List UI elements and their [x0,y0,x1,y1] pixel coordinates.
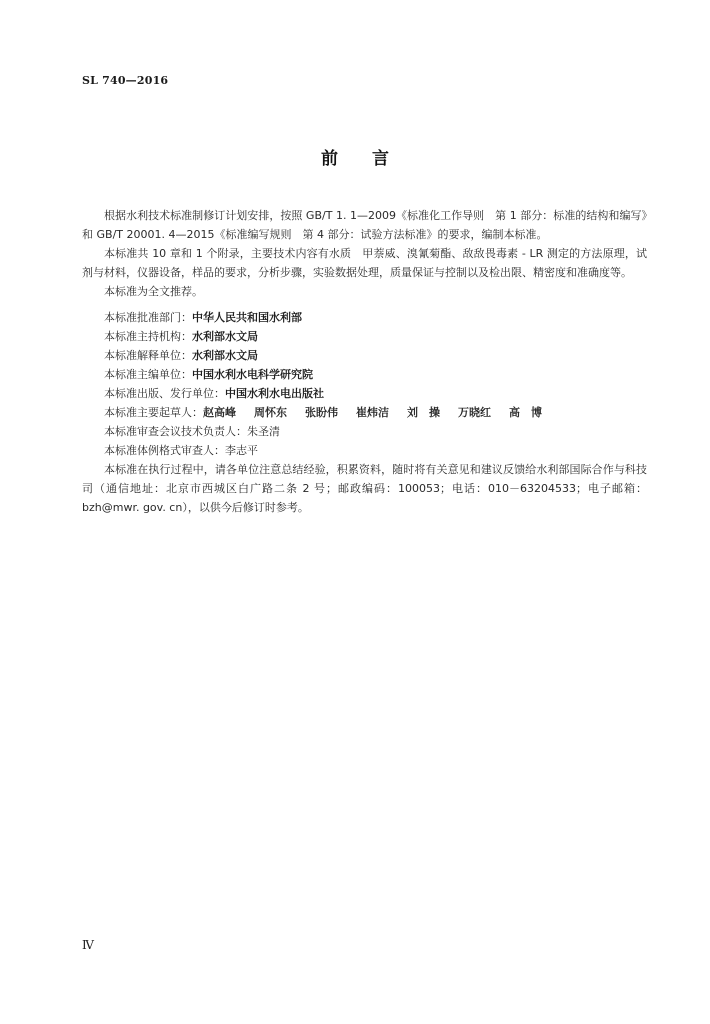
info-editor [82,365,647,384]
info-label: 本标准体例格式审查人： [104,444,225,457]
drafter-name: 周怀东 [254,406,287,419]
info-review [82,422,647,441]
info-approve [82,308,647,327]
info-label: 本标准批准部门： [104,311,192,324]
drafter-name: 万晓红 [458,406,491,419]
info-value: 中国水利水电科学研究院 [192,368,313,381]
standard-code: SL 740—2016 [82,74,169,87]
info-publisher [82,384,647,403]
info-value: 水利部水文局 [192,330,258,343]
paragraph-recommendation: 本标准为全文推荐。 [104,285,203,298]
info-value: 李志平 [225,444,258,457]
paragraph-basis: 根据水利技术标准制修订计划安排，按照 GB/T 1. 1—2009《标准化工作导则 第 1 部分：标准的结构和编写》和 GB/T 20001. 4—2015《标准编写规则 第 4 部分：试验方法标准》的要求，编制本标准。 [82,209,647,241]
info-label: 本标准主要起草人： [104,406,203,419]
foreword-body [82,206,647,517]
paragraph-feedback: 本标准在执行过程中，请各单位注意总结经验，积累资料，随时将有关意见和建议反馈给水利部国际合作与科技司（通信地址：北京市西城区白广路二条 2 号；邮政编码：100053；电话：010－63204533；电子邮箱：bzh@mwr. gov. cn），以供今后修订时参考。 [82,463,647,514]
info-value: 水利部水文局 [192,349,258,362]
info-label: 本标准主编单位： [104,368,192,381]
info-label: 本标准主持机构： [104,330,192,343]
info-format [82,441,647,460]
info-value: 朱圣清 [247,425,280,438]
info-list [82,308,647,460]
drafter-name: 崔炜洁 [356,406,389,419]
info-label: 本标准解释单位： [104,349,192,362]
page-title: 前言 [321,149,423,169]
drafter-name: 高 博 [509,406,542,419]
drafter-name: 张盼伟 [305,406,338,419]
info-drafters [82,403,647,422]
drafter-name: 赵高峰 [203,406,236,419]
info-label: 本标准审查会议技术负责人： [104,425,247,438]
page-number: Ⅳ [82,938,94,952]
info-value: 中国水利水电出版社 [225,387,324,400]
drafter-name: 刘 操 [407,406,440,419]
info-host [82,327,647,346]
paragraph-contents: 本标准共 10 章和 1 个附录，主要技术内容有水质 甲萘威、溴氰菊酯、敌敌畏毒素 - LR 测定的方法原理，试剂与材料，仪器设备，样品的要求，分析步骤，实验数据处理，质量保证与控制以及检出限、精密度和准确度等。 [82,247,647,279]
info-label: 本标准出版、发行单位： [104,387,225,400]
info-value: 中华人民共和国水利部 [192,311,302,324]
info-interpret [82,346,647,365]
